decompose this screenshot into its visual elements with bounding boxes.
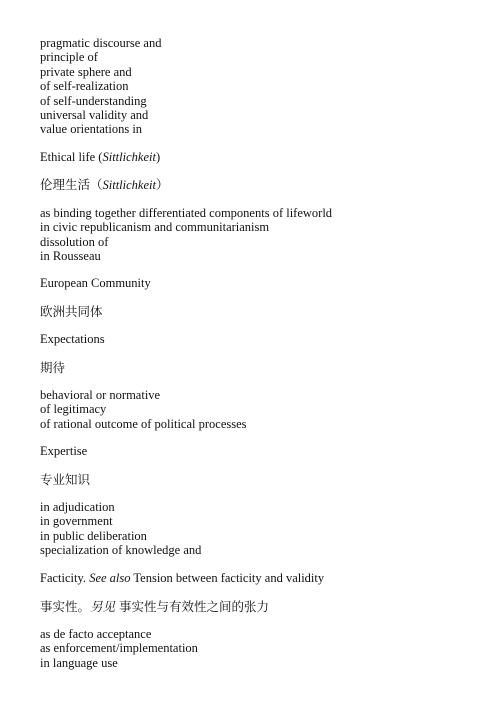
subentry-line: universal validity and xyxy=(40,108,149,123)
index-heading-en: Expertise xyxy=(40,444,88,458)
subentry-list xyxy=(40,500,201,558)
subentry-line: pragmatic discourse and xyxy=(40,36,162,50)
subentry-line: in public deliberation xyxy=(40,528,147,543)
index-heading-zh: 欧洲共同体 xyxy=(40,304,103,319)
subentry-line: principle of xyxy=(40,50,98,65)
index-heading-zh: 期待 xyxy=(40,360,66,375)
subentry-line: of self-realization xyxy=(40,79,129,94)
subentry-list xyxy=(40,206,332,264)
subentry-line: in Rousseau xyxy=(40,249,101,264)
index-heading-zh: 伦理生活（Sittlichkeit） xyxy=(40,177,169,192)
subentry-line: in government xyxy=(40,514,113,529)
subentry-line: behavioral or normative xyxy=(40,388,161,402)
subentry-line: of legitimacy xyxy=(40,402,107,417)
index-heading-en: Expectations xyxy=(40,332,105,346)
subentry-line: of self-understanding xyxy=(40,93,147,108)
subentry-line: specialization of knowledge and xyxy=(40,543,202,558)
subentry-line: as binding together differentiated components of lifeworld xyxy=(40,206,333,220)
index-heading-zh: 事实性。另见 事实性与有效性之间的张力 xyxy=(40,599,270,614)
index-heading-zh: 专业知识 xyxy=(40,472,91,487)
subentry-line: in adjudication xyxy=(40,500,115,514)
subentry-line: dissolution of xyxy=(40,234,109,249)
index-heading-en: Ethical life (Sittlichkeit) xyxy=(40,150,161,164)
subentry-list xyxy=(40,388,247,431)
subentry-list xyxy=(40,627,198,670)
subentry-list xyxy=(40,36,161,137)
subentry-line: in language use xyxy=(40,655,118,670)
subentry-line: as enforcement/implementation xyxy=(40,641,198,656)
subentry-line: value orientations in xyxy=(40,122,143,137)
subentry-line: of rational outcome of political processes xyxy=(40,416,247,431)
index-heading-en: Facticity. See also Tension between facticity and validity xyxy=(40,571,325,585)
index-heading-en: European Community xyxy=(40,276,151,290)
subentry-line: in civic republicanism and communitarianism xyxy=(40,220,270,235)
subentry-line: as de facto acceptance xyxy=(40,627,152,641)
subentry-line: private sphere and xyxy=(40,64,132,79)
